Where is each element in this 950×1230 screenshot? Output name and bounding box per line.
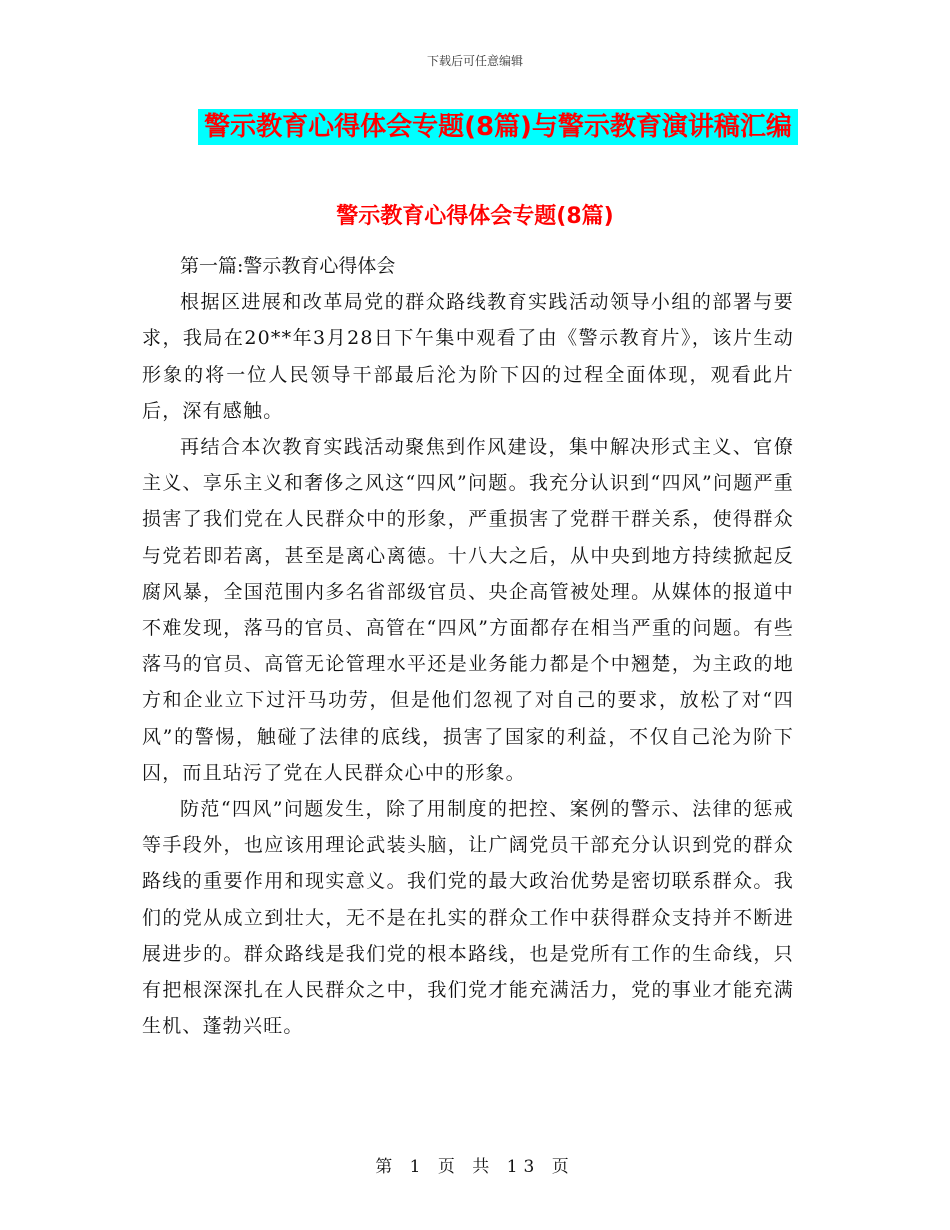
paragraph: 再结合本次教育实践活动聚焦到作风建设，集中解决形式主义、官僚主义、享乐主义和奢侈之风这“四风”问题。我充分认识到“四风”问题严重损害了我们党在人民群众中的形象，严重损害了党群干群关系，使得群众与党若即若离，甚至是离心离德。十八大之后，从中央到地方持续掀起反腐风暴，全国范围内多名省部级官员、央企高管被处理。从媒体的报道中不难发现，落马的官员、高管在“四风”方面都存在相当严重的问题。有些落马的官员、高管无论管理水平还是业务能力都是个中翘楚，为主政的地方和企业立下过汗马功劳，但是他们忽视了对自己的要求，放松了对“四风”的警惕，触碰了法律的底线，损害了国家的利益，不仅自己沦为阶下囚，而且玷污了党在人民群众心中的形象。 — [142, 436, 794, 784]
paragraph: 防范“四风”问题发生，除了用制度的把控、案例的警示、法律的惩戒等手段外，也应该用理论武装头脑，让广阔党员干部充分认识到党的群众路线的重要作用和现实意义。我们党的最大政治优势是密切联系群众。我们的党从成立到壮大，无不是在扎实的群众工作中获得群众支持并不断进展进步的。群众路线是我们党的根本路线，也是党所有工作的生命线，只有把根深深扎在人民群众之中，我们党才能充满活力，党的事业才能充满生机、蓬勃兴旺。 — [142, 798, 794, 1038]
main-title-highlight — [198, 109, 798, 145]
page-number-footer: 第 1 页 共 13 页 — [375, 1157, 575, 1177]
section-heading: 第一篇:警示教育心得体会 — [180, 255, 396, 277]
paragraph: 根据区进展和改革局党的群众路线教育实践活动领导小组的部署与要求，我局在20**年3月28日下午集中观看了由《警示教育片》，该片生动形象的将一位人民领导干部最后沦为阶下囚的过程全面体现，观看此片后，深有感触。 — [142, 291, 794, 422]
document-body — [142, 248, 794, 1044]
header-note: 下载后可任意编辑 — [426, 54, 523, 68]
sub-title: 警示教育心得体会专题(8篇) — [336, 204, 614, 229]
main-title: 警示教育心得体会专题(8篇)与警示教育演讲稿汇编 — [204, 112, 792, 142]
